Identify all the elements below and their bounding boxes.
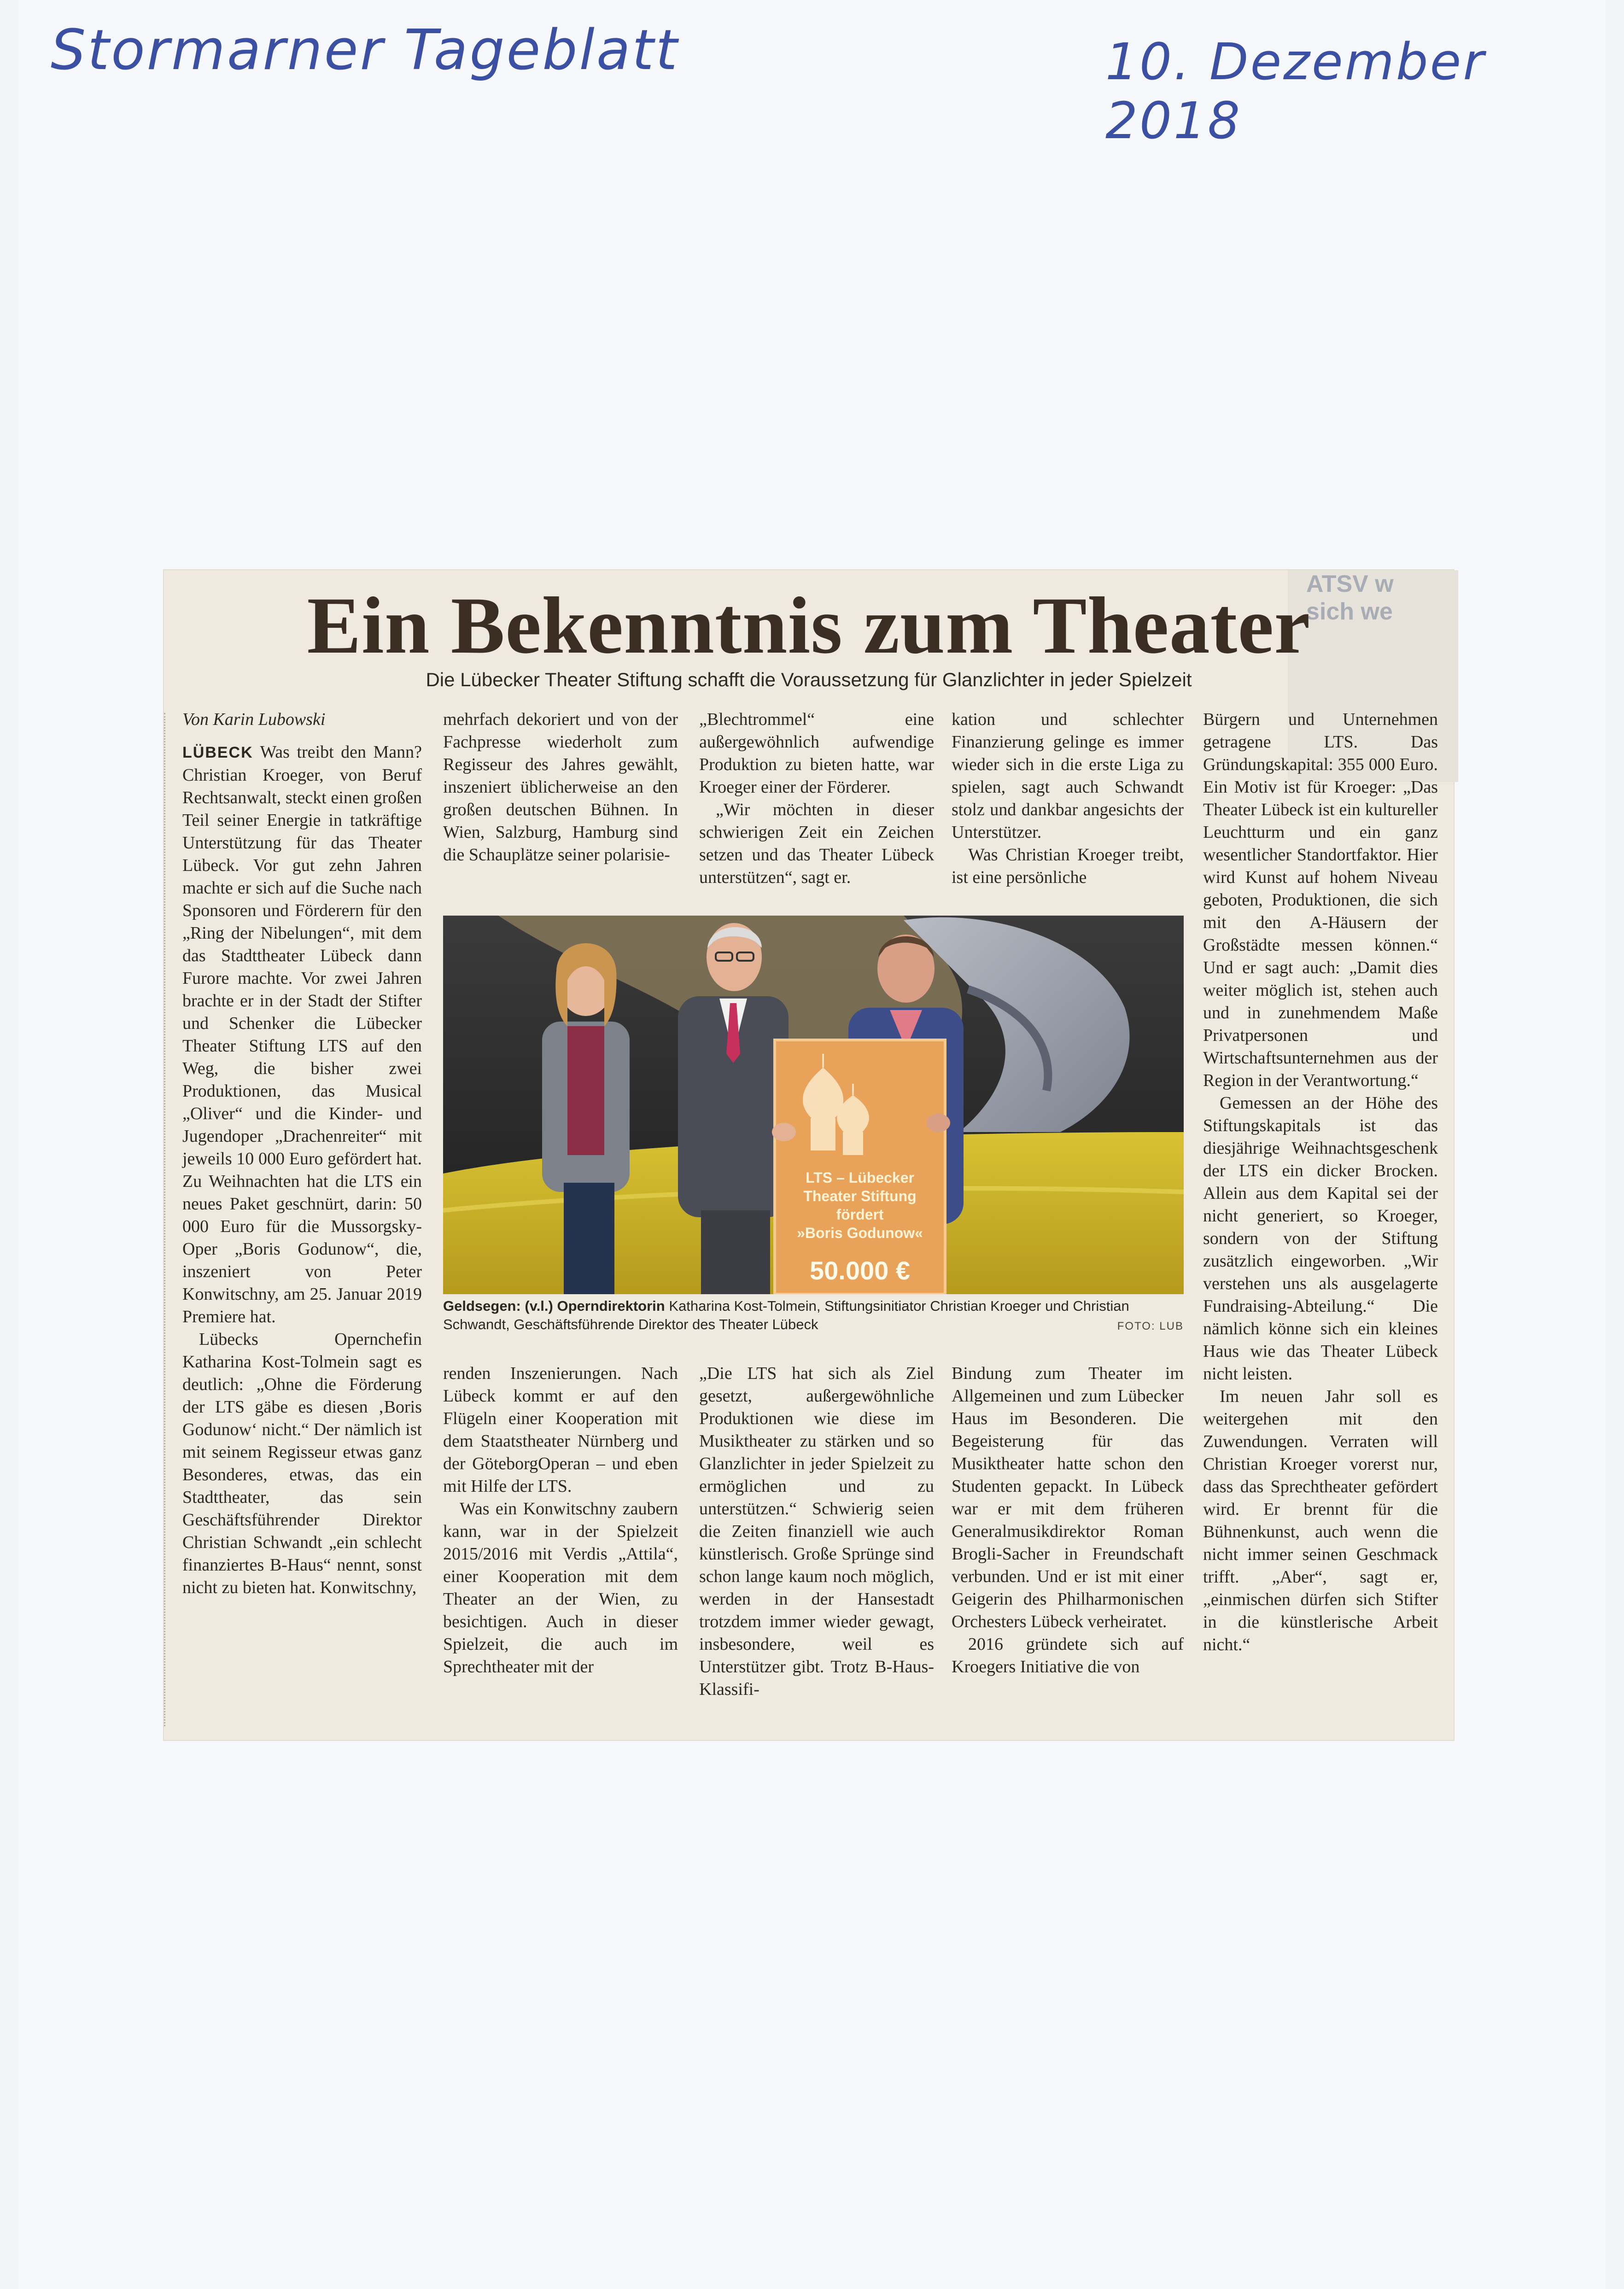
article-photo bbox=[443, 916, 1184, 1294]
paragraph: Bürgern und Unternehmen getragene LTS. Das Gründungskapital: 355 000 Euro. Ein Motiv ist für Kroeger: „Das Theater Lübeck ist ein kultureller Leuchtturm und ein ganz wesentlicher Standortfaktor. Hier wird Kunst auf hohem Niveau geboten, Produktionen, die sich mit den A-Häusern der Großstädte messen können.“ Und er sagt auch: „Damit dies weiter möglich ist, stehen auch und in zunehmendem Maße Privatpersonen und Wirtschaftsunternehmen aus der Region in der Verantwortung.“ bbox=[1203, 710, 1438, 1090]
caption-lead: Geldsegen: (v.l.) Operndirektorin bbox=[443, 1298, 665, 1314]
article-column-2-bottom bbox=[443, 1362, 678, 1678]
paragraph-text: Was treibt den Mann? Christian Kroeger, von Beruf Rechtsanwalt, steckt einen großen Teil seiner Energie in tatkräftige Unterstützung für das Theater Lübeck. Vor gut zehn Jahren machte er sich auf die Suche nach Sponsoren und Förderern für den „Ring der Nibelungen“, mit dem das Stadttheater Lübeck dann Furore machte. Vor zwei Jahren brachte er in der Stadt der Stifter und Schenker die Lübecker Theater Stiftung LTS auf den Weg, die bisher zwei Produktionen, das Musical „Oliver“ und die Kinder- und Jugendoper „Drachenreiter“ mit jeweils 10 000 Euro gefördert hat. Zu Weihnachten hat die LTS ein neues Paket geschnürt, darin: 50 000 Euro für die Mussorgsky-Oper „Boris Godunow“, die, inszeniert von Peter Konwitschny, am 25. Januar 2019 Premiere hat. bbox=[182, 742, 422, 1326]
newspaper-clipping bbox=[164, 570, 1454, 1740]
article-subheadline: Die Lübecker Theater Stiftung schafft die Voraussetzung für Glanzlichter in jeder Spielzeit bbox=[426, 669, 1192, 690]
handwritten-publication: Stormarner Tageblatt bbox=[51, 18, 679, 82]
sign-line-4: »Boris Godunow« bbox=[797, 1225, 923, 1241]
sign-line-1: LTS – Lübecker bbox=[806, 1169, 914, 1186]
paragraph: „Die LTS hat sich als Ziel gesetzt, außergewöhnliche Produktionen wie diese im Musiktheater zu stärken und so Glanzlichter in jeder Spielzeit zu ermöglichen und zu unterstützen.“ Schwierig seien die Zeiten finanziell wie auch künstlerisch. Große Sprünge sind schon lange kaum noch möglich, werden in der Hansestadt trotzdem immer wieder gewagt, insbesondere, weil es Unterstützer gibt. Trotz B-Haus-Klassifi- bbox=[699, 1364, 934, 1699]
paragraph bbox=[182, 741, 422, 1328]
donation-sign bbox=[775, 1040, 945, 1294]
paragraph: Bindung zum Theater im Allgemeinen und zum Lübecker Haus im Besonderen. Die Begeisterung für das Musiktheater hatte schon den Studenten gepackt. In Lübeck war er mit dem früheren Generalmusikdirektor Roman Brogli-Sacher in Freundschaft verbunden. Und er ist mit einer Geigerin des Philharmonischen Orchesters Lübeck verheiratet. bbox=[952, 1364, 1184, 1631]
paragraph: Was Christian Kroeger treibt, ist eine persönliche bbox=[952, 845, 1184, 887]
article-column-5 bbox=[1203, 708, 1438, 1656]
neighbor-line-2: sich we bbox=[1306, 598, 1393, 625]
article-column-4-top bbox=[952, 708, 1184, 889]
paragraph: mehrfach dekoriert und von der Fachpresse wiederholt zum Regisseur des Jahres gewählt, inszeniert üblicherweise an den großen deutschen Bühnen. In Wien, Salzburg, Hamburg sind die Schauplätze seiner polarisie- bbox=[443, 710, 678, 864]
caption-text: Katharina Kost-Tolmein, Stiftungsinitiator Christian Kroeger und Christian Schwandt, Geschäftsführende Direktor des Theater Lübeck bbox=[443, 1298, 1129, 1332]
sign-line-2: Theater Stiftung bbox=[803, 1188, 917, 1204]
paragraph: Im neuen Jahr soll es weitergehen mit den Zuwendungen. Verraten will Christian Kroeger vorerst nur, dass das Sprechtheater gefördert wird. Er brennt für die Bühnenkunst, auch wenn die nicht immer seinen Geschmack trifft. „Aber“, sagt er, „einmischen dürfen sich Stifter in die künstlerische Arbeit nicht.“ bbox=[1203, 1387, 1438, 1654]
hand-right bbox=[926, 1114, 950, 1132]
paragraph: „Blechtrommel“ eine außergewöhnlich aufwendige Produktion zu bieten hatte, war Kroeger einer der Förderer. bbox=[699, 710, 934, 797]
photo-caption bbox=[443, 1297, 1184, 1334]
paragraph: 2016 gründete sich auf Kroegers Initiative die von bbox=[952, 1635, 1184, 1676]
paragraph: kation und schlechter Finanzierung gelinge es immer wieder sich in die erste Liga zu spielen, sagt auch Schwandt stolz und dankbar angesichts der Unterstützer. bbox=[952, 710, 1184, 842]
paragraph: Was ein Konwitschny zaubern kann, war in der Spielzeit 2015/2016 mit Verdis „Attila“, einer Kooperation mit dem Theater an der Wien, zu besichtigen. Auch in dieser Spielzeit, die auch im Sprechtheater mit der bbox=[443, 1499, 678, 1676]
neighbor-line-1: ATSV w bbox=[1306, 571, 1394, 597]
article-column-3-bottom bbox=[699, 1362, 934, 1701]
handwritten-date: 10. Dezember 2018 bbox=[1105, 32, 1486, 150]
dateline: LÜBECK bbox=[182, 744, 253, 761]
column-rule bbox=[164, 713, 165, 1726]
paragraph: renden Inszenierungen. Nach Lübeck kommt er auf den Flügeln einer Kooperation mit dem Staatstheater Nürnberg und der GöteborgOperan – und eben mit Hilfe der LTS. bbox=[443, 1364, 678, 1496]
article-column-1 bbox=[182, 708, 422, 1599]
article-headline: Ein Bekenntnis zum Theater bbox=[307, 581, 1311, 671]
paragraph: Lübecks Opernchefin Katharina Kost-Tolmein sagt es deutlich: „Ohne die Förderung der LTS gäbe es diesen ‚Boris Godunow‘ nicht.“ Der nämlich ist mit seinem Regisseur etwas ganz Besonderes, etwas, das ein Stadttheater, das sein Geschäftsführender Direktor Christian Schwandt „ein schlecht finanziertes B-Haus“ nennt, sonst nicht zu bieten hat. Konwitschny, bbox=[182, 1330, 422, 1597]
article-column-2-top bbox=[443, 708, 678, 866]
paragraph: Gemessen an der Höhe des Stiftungskapitals ist das diesjährige Weihnachtsgeschenk der LTS ein dicker Brocken. Allein aus dem Kapital sei der nicht generiert, so Kroeger, sondern von der Stiftung zusätzlich eingeworben. „Wir verstehen uns als ausgelagerte Fundraising-Abteilung.“ Die nämlich könne sich ein kleines Haus wie das Theater Lübeck nicht leisten. bbox=[1203, 1093, 1438, 1384]
hand-left bbox=[772, 1123, 796, 1141]
photo-credit: FOTO: LUB bbox=[1117, 1320, 1184, 1332]
sign-line-3: fördert bbox=[836, 1206, 884, 1223]
photo-scene bbox=[443, 916, 1184, 1294]
article-column-3-top bbox=[699, 708, 934, 889]
paragraph: „Wir möchten in dieser schwierigen Zeit ein Zeichen setzen und das Theater Lübeck unterstützen“, sagt er. bbox=[699, 800, 934, 887]
article-column-4-bottom bbox=[952, 1362, 1184, 1678]
byline: Von Karin Lubowski bbox=[182, 710, 326, 729]
sign-amount: 50.000 € bbox=[810, 1256, 910, 1285]
